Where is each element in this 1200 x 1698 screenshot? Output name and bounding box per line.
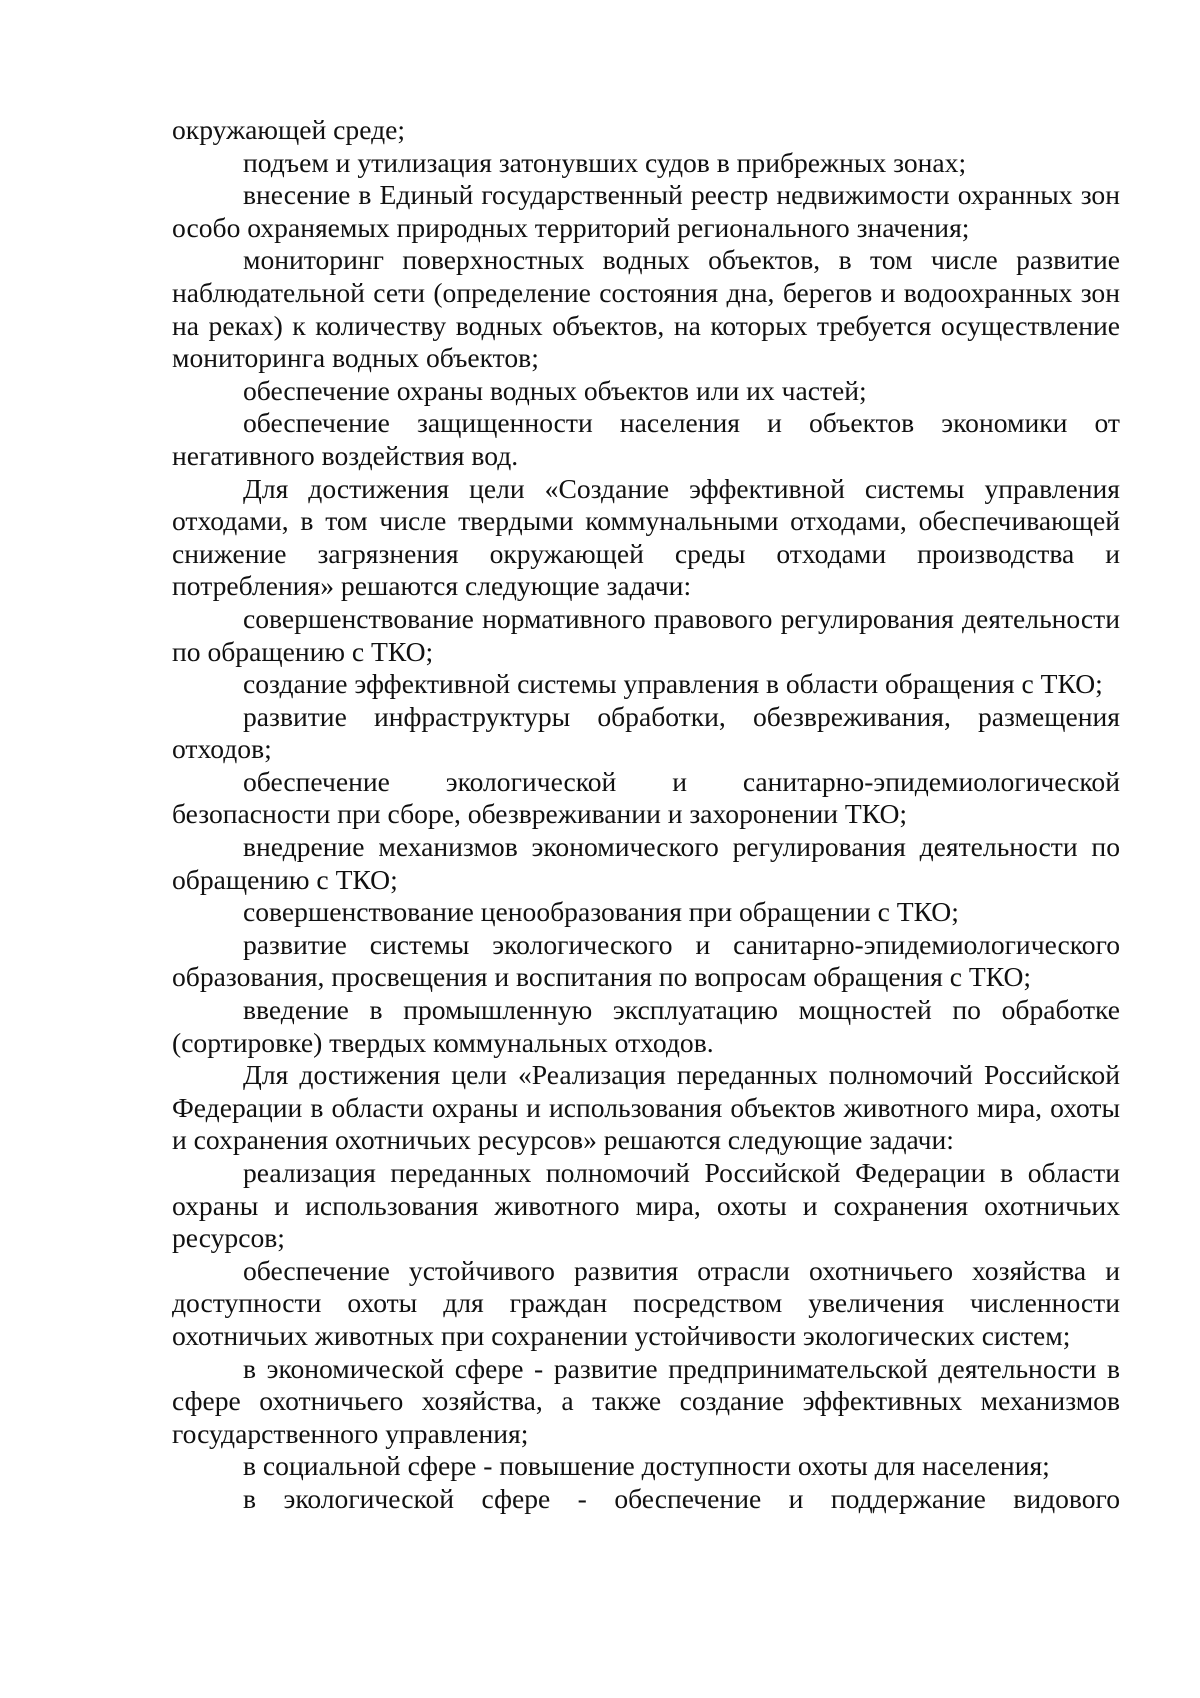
paragraph-11: обеспечение экологической и санитарно-эпидемиологической безопасности при сборе, обезвреживании и захоронении ТКО; xyxy=(172,765,1120,830)
paragraph-21: в экологической сфере - обеспечение и поддержание видового xyxy=(243,1482,1120,1514)
paragraph-10: развитие инфраструктуры обработки, обезвреживания, размещения отходов; xyxy=(172,700,1120,765)
paragraph-7: Для достижения цели «Создание эффективной системы управления отходами, в том числе твердыми коммунальными отходами, обеспечивающей снижение загрязнения окружающей среды отходами производства и потребления» решаются следующие задачи: xyxy=(172,472,1120,602)
document-page xyxy=(172,114,1120,1516)
paragraph-1: окружающей среде; xyxy=(172,114,406,145)
paragraph-8: совершенствование нормативного правового регулирования деятельности по обращению с ТКО; xyxy=(172,602,1120,667)
paragraph-3: внесение в Единый государственный реестр недвижимости охранных зон особо охраняемых природных территорий регионального значения; xyxy=(172,179,1120,243)
paragraph-13: совершенствование ценообразования при обращении с ТКО; xyxy=(243,896,959,928)
paragraph-20: в социальной сфере - повышение доступности охоты для населения; xyxy=(243,1450,1050,1482)
paragraph-18: обеспечение устойчивого развития отрасли охотничьего хозяйства и доступности охоты для граждан посредством увеличения численности охотничьих животных при сохранении устойчивости экологических систем; xyxy=(172,1254,1120,1351)
paragraph-16: Для достижения цели «Реализация переданных полномочий Российской Федерации в области охраны и использования объектов животного мира, охоты и сохранения охотничьих ресурсов» решаются следующие задачи: xyxy=(172,1059,1120,1156)
paragraph-9: создание эффективной системы управления в области обращения с ТКО; xyxy=(243,668,1103,700)
paragraph-12: внедрение механизмов экономического регулирования деятельности по обращению с ТКО; xyxy=(172,831,1120,895)
paragraph-19: в экономической сфере - развитие предпринимательской деятельности в сфере охотничьего хозяйства, а также создание эффективных механизмов государственного управления; xyxy=(172,1352,1120,1449)
paragraph-4: мониторинг поверхностных водных объектов, в том числе развитие наблюдательной сети (определение состояния дна, берегов и водоохранных зон на реках) к количеству водных объектов, на которых требуется осуществление мониторинга водных объектов; xyxy=(172,244,1120,374)
paragraph-17: реализация переданных полномочий Российской Федерации в области охраны и использования животного мира, охоты и сохранения охотничьих ресурсов; xyxy=(172,1157,1120,1254)
paragraph-14: развитие системы экологического и санитарно-эпидемиологического образования, просвещения и воспитания по вопросам обращения с ТКО; xyxy=(172,928,1120,993)
paragraph-15: введение в промышленную эксплуатацию мощностей по обработке (сортировке) твердых коммунальных отходов. xyxy=(172,994,1120,1058)
paragraph-6: обеспечение защищенности населения и объектов экономики от негативного воздействия вод. xyxy=(172,407,1120,471)
paragraph-5: обеспечение охраны водных объектов или их частей; xyxy=(243,374,867,406)
paragraph-2: подъем и утилизация затонувших судов в прибрежных зонах; xyxy=(243,146,967,178)
